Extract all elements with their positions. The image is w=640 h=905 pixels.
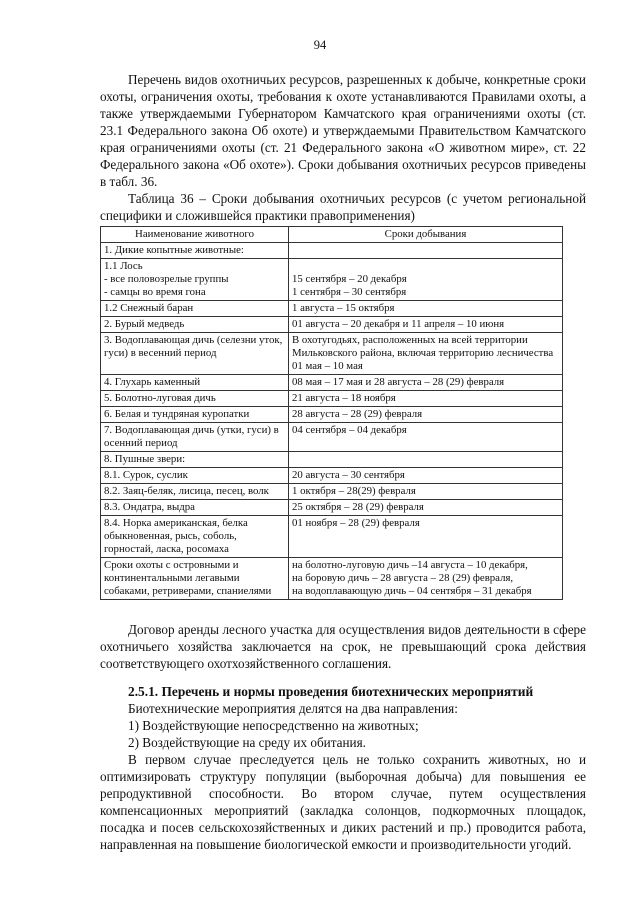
table-row [101, 259, 563, 301]
hunting-period-cell: 25 октября – 28 (29) февраля [289, 500, 563, 516]
hunting-period-cell: 20 августа – 30 сентября [289, 468, 563, 484]
hunting-period-cell: 01 ноября – 28 (29) февраля [289, 516, 563, 558]
page-number: 94 [313, 38, 327, 52]
contract-paragraph: Договор аренды лесного участка для осуществления видов деятельности в сфере охотничьего хозяйства заключается на срок, не превышающий срока действия соответствующего охотхозяйственного соглашения. [100, 622, 586, 671]
hunting-periods-table [100, 226, 563, 600]
animal-name-cell: 1.2 Снежный баран [101, 301, 289, 317]
table-row [101, 423, 563, 452]
table-row [101, 558, 563, 600]
animal-name-cell: 8.4. Норка американская, белка обыкновенная, рысь, соболь, горностай, ласка, росомаха [101, 516, 289, 558]
table-row [101, 391, 563, 407]
animal-name-cell: 8.3. Ондатра, выдра [101, 500, 289, 516]
hunting-period-cell [289, 243, 563, 259]
animal-name-cell: 8. Пушные звери: [101, 452, 289, 468]
table-row [101, 516, 563, 558]
table-header-row [101, 227, 563, 243]
table-row [101, 243, 563, 259]
hunting-period-cell: на болотно-луговую дичь –14 августа – 10 декабря, на боровую дичь – 28 августа – 28 (29) февраля, на водоплавающую дичь – 04 сентября – 31 декабря [289, 558, 563, 600]
header-animal-name: Наименование животного [101, 227, 289, 243]
animal-name-cell: 2. Бурый медведь [101, 317, 289, 333]
hunting-period-cell: 08 мая – 17 мая и 28 августа – 28 (29) февраля [289, 375, 563, 391]
table-row [101, 301, 563, 317]
list-item: 1) Воздействующие непосредственно на животных; [128, 718, 419, 733]
animal-name-cell: Сроки охоты с островными и континентальными легавыми собаками, ретриверами, спаниелями [101, 558, 289, 600]
hunting-period-cell [289, 452, 563, 468]
animal-name-cell: 1. Дикие копытные животные: [101, 243, 289, 259]
hunting-period-cell: 1 августа – 15 октября [289, 301, 563, 317]
list-item: 2) Воздействующие на среду их обитания. [128, 735, 366, 750]
animal-name-cell: 5. Болотно-луговая дичь [101, 391, 289, 407]
hunting-period-cell: В охотугодьях, расположенных на всей территории Мильковского района, включая территорию лесничества 01 мая – 10 мая [289, 333, 563, 375]
section-intro: Биотехнические мероприятия делятся на два направления: [128, 701, 458, 716]
table-caption: Таблица 36 – Сроки добывания охотничьих ресурсов (с учетом региональной специфики и сложившейся практики правоприменения) [100, 191, 586, 223]
animal-name-cell: 8.1. Сурок, суслик [101, 468, 289, 484]
section-goal-paragraph: В первом случае преследуется цель не только сохранить животных, но и оптимизировать структуру популяции (выборочная добыча) для повышения ее репродуктивной способности. Во втором случае, путем осуществления компенсационных мероприятий (закладка солонцов, подкормочных площадок, посадка и посев сельскохозяйственных и диких растений и пр.) проводится работа, направленная на повышение биологической емкости и производительности угодий. [100, 752, 586, 852]
hunting-period-cell: 04 сентября – 04 декабря [289, 423, 563, 452]
animal-name-cell: 7. Водоплавающая дичь (утки, гуси) в осенний период [101, 423, 289, 452]
header-hunting-period: Сроки добывания [289, 227, 563, 243]
animal-name-cell: 8.2. Заяц-беляк, лисица, песец, волк [101, 484, 289, 500]
hunting-period-cell: 1 октября – 28(29) февраля [289, 484, 563, 500]
table-row [101, 484, 563, 500]
table-row [101, 452, 563, 468]
hunting-period-cell: 01 августа – 20 декабря и 11 апреля – 10 июня [289, 317, 563, 333]
table-row [101, 333, 563, 375]
table-row [101, 407, 563, 423]
animal-name-cell: 4. Глухарь каменный [101, 375, 289, 391]
hunting-period-cell: 28 августа – 28 (29) февраля [289, 407, 563, 423]
table-row [101, 375, 563, 391]
section-heading: 2.5.1. Перечень и нормы проведения биотехнических мероприятий [128, 684, 534, 699]
hunting-period-cell: 15 сентября – 20 декабря 1 сентября – 30 сентября [289, 259, 563, 301]
animal-name-cell: 1.1 Лось - все половозрелые группы - самцы во время гона [101, 259, 289, 301]
table-row [101, 468, 563, 484]
hunting-period-cell: 21 августа – 18 ноября [289, 391, 563, 407]
table-body [101, 243, 563, 600]
table-row [101, 317, 563, 333]
intro-paragraph: Перечень видов охотничьих ресурсов, разрешенных к добыче, конкретные сроки охоты, ограничения охоты, требования к охоте устанавливаются Правилами охоты, а также утверждаемыми Губернатором Камчатского края ограничениями охоты (ст. 23.1 Федерального закона Об охоте) и утверждаемыми Правительством Камчатского края ограничениями охоты (ст. 21 Федерального закона «О животном мире», ст. 22 Федерального закона «Об охоте»). Сроки добывания охотничьих ресурсов приведены в табл. 36. [100, 72, 586, 189]
animal-name-cell: 3. Водоплавающая дичь (селезни уток, гуси) в весенний период [101, 333, 289, 375]
animal-name-cell: 6. Белая и тундряная куропатки [101, 407, 289, 423]
table-row [101, 500, 563, 516]
